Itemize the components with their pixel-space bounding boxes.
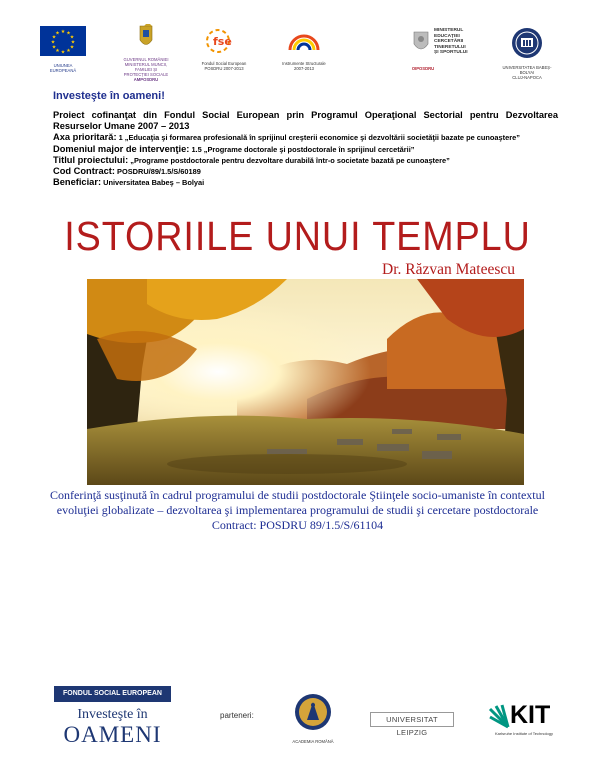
svg-text:★: ★ bbox=[50, 39, 56, 46]
instr-caption-2: 2007-2013 bbox=[293, 66, 315, 71]
project-title-label: Titlul proiectului: bbox=[53, 154, 129, 165]
ubb-caption-1: UNIVERSITATEA BABEȘ-BOLYAI bbox=[502, 65, 552, 75]
fse-box-line1: Investeşte în bbox=[77, 707, 148, 722]
partners-label: parteneri: bbox=[220, 711, 254, 720]
temple-landscape-image bbox=[87, 279, 524, 485]
conference-description: Conferinţă susţinută în cadrul programului de studii postdoctorale Ştiinţele socio-umaniste în contextul evoluţiei globalizate – dezvoltarea şi implementarea programului de studii şi cercetare postdoctorale bbox=[50, 488, 545, 518]
beneficiary bbox=[53, 177, 558, 188]
fse-caption-1: Fondul Social European bbox=[201, 61, 247, 66]
ubb-logo bbox=[500, 26, 554, 80]
svg-text:★: ★ bbox=[55, 30, 60, 37]
fse-box-header: FONDUL SOCIAL EUROPEAN bbox=[54, 686, 171, 702]
project-title-value: „Programe postdoctorale pentru dezvoltare durabilă într-o societate bazată pe cunoaştere” bbox=[128, 155, 450, 165]
intervention-domain-label: Domeniul major de intervenţie: bbox=[53, 143, 190, 154]
footer-fse-box bbox=[54, 686, 171, 750]
svg-text:★: ★ bbox=[60, 29, 66, 35]
fse-caption-2: POSDRU 2007-2013 bbox=[204, 66, 244, 71]
gov-caption-1: GUVERNUL ROMÂNIEI bbox=[123, 57, 169, 62]
contract-code-label: Cod Contract: bbox=[53, 166, 115, 177]
ministry-crest-icon bbox=[410, 28, 432, 58]
priority-axis-value: 1 „Educaţia şi formarea profesională în sprijinul creşterii economice şi dezvoltării societăţii bazate pe cunoaştere” bbox=[116, 133, 520, 143]
svg-text:★: ★ bbox=[55, 48, 60, 54]
ministry-text-5: ȘI SPORTULUI bbox=[434, 50, 468, 56]
kit-caption: Karlsruhe Institute of Technology bbox=[495, 731, 553, 736]
contract-code bbox=[53, 166, 558, 177]
eu-logo bbox=[40, 26, 86, 73]
ministry-text-3: CERCETĂRII bbox=[434, 39, 464, 45]
leipzig-logo: UNIVERSITAT LEIPZIG bbox=[370, 712, 454, 727]
coat-of-arms-icon bbox=[118, 24, 174, 52]
svg-text:★: ★ bbox=[51, 34, 57, 41]
project-cofinancing: Proiect cofinanţat din Fondul Social European prin Programul Operaţional Sectorial pentru Dezvoltarea Resurselor Umane 2007 – 2013 bbox=[53, 110, 558, 132]
svg-text:★: ★ bbox=[60, 49, 66, 56]
svg-text:★: ★ bbox=[70, 39, 76, 46]
project-info bbox=[53, 110, 558, 188]
ministry-text-1: MINISTERUL bbox=[434, 28, 464, 33]
intervention-domain-value: 1.5 „Programe doctorale şi postdoctorale în sprijinul cercetării” bbox=[189, 144, 415, 154]
conference-contract: Contract: POSDRU 89/1.5/S/61104 bbox=[211, 518, 384, 533]
priority-axis bbox=[53, 132, 558, 143]
contract-code-value: POSDRU/89/1.5/S/60189 bbox=[114, 167, 201, 177]
fse-logo bbox=[198, 26, 250, 71]
academia-caption: ACADEMIA ROMÂNĂ bbox=[292, 739, 334, 744]
conference-info bbox=[50, 488, 545, 534]
fse-box-line2: OAMENI bbox=[63, 722, 162, 747]
academia-seal-icon bbox=[290, 692, 336, 732]
priority-axis-label: Axa prioritară: bbox=[53, 132, 117, 143]
ubb-caption-2: CLUJ-NAPOCA bbox=[512, 75, 542, 80]
instrumente-logo bbox=[278, 26, 330, 71]
government-logo bbox=[118, 24, 174, 82]
instr-caption-1: Instrumente Structurale bbox=[282, 61, 326, 66]
main-title: ISTORIILE UNUI TEMPLU bbox=[64, 213, 531, 259]
autumn-temple-photo bbox=[87, 279, 524, 485]
ubb-seal-icon bbox=[500, 26, 554, 60]
svg-text:★: ★ bbox=[51, 44, 57, 51]
eu-caption: UNIUNEA EUROPEANĂ bbox=[49, 63, 77, 73]
author: Dr. Răzvan Mateescu bbox=[382, 261, 515, 278]
slogan: Investeşte în oameni! bbox=[53, 90, 165, 102]
project-title bbox=[53, 155, 558, 166]
ministry-text-4: TINERETULUI bbox=[434, 44, 466, 50]
gov-caption-2: MINISTERUL MUNCII, FAMILIEI ȘI bbox=[124, 62, 168, 72]
kit-fan-icon bbox=[488, 703, 510, 729]
svg-text:★: ★ bbox=[66, 30, 71, 37]
svg-text:fse: fse bbox=[213, 35, 232, 48]
kit-wordmark: KIT bbox=[510, 701, 551, 729]
gov-caption-3: PROTECȚIEI SOCIALE bbox=[123, 72, 169, 77]
gov-caption-4: AMPOSDRU bbox=[133, 77, 159, 82]
intervention-domain bbox=[53, 144, 558, 155]
ministry-text-2: EDUCAȚIEI bbox=[434, 33, 460, 39]
ministry-caption: OIPOSDRU bbox=[411, 66, 435, 71]
svg-text:★: ★ bbox=[66, 48, 71, 54]
academia-logo bbox=[290, 692, 336, 744]
eu-flag-icon bbox=[40, 26, 86, 56]
structural-instruments-icon bbox=[278, 26, 330, 56]
fse-icon bbox=[198, 26, 250, 56]
svg-text:★: ★ bbox=[69, 34, 75, 41]
svg-text:★: ★ bbox=[69, 44, 75, 51]
beneficiary-value: Universitatea Babeş – Bolyai bbox=[101, 178, 205, 188]
beneficiary-label: Beneficiar: bbox=[53, 177, 102, 188]
